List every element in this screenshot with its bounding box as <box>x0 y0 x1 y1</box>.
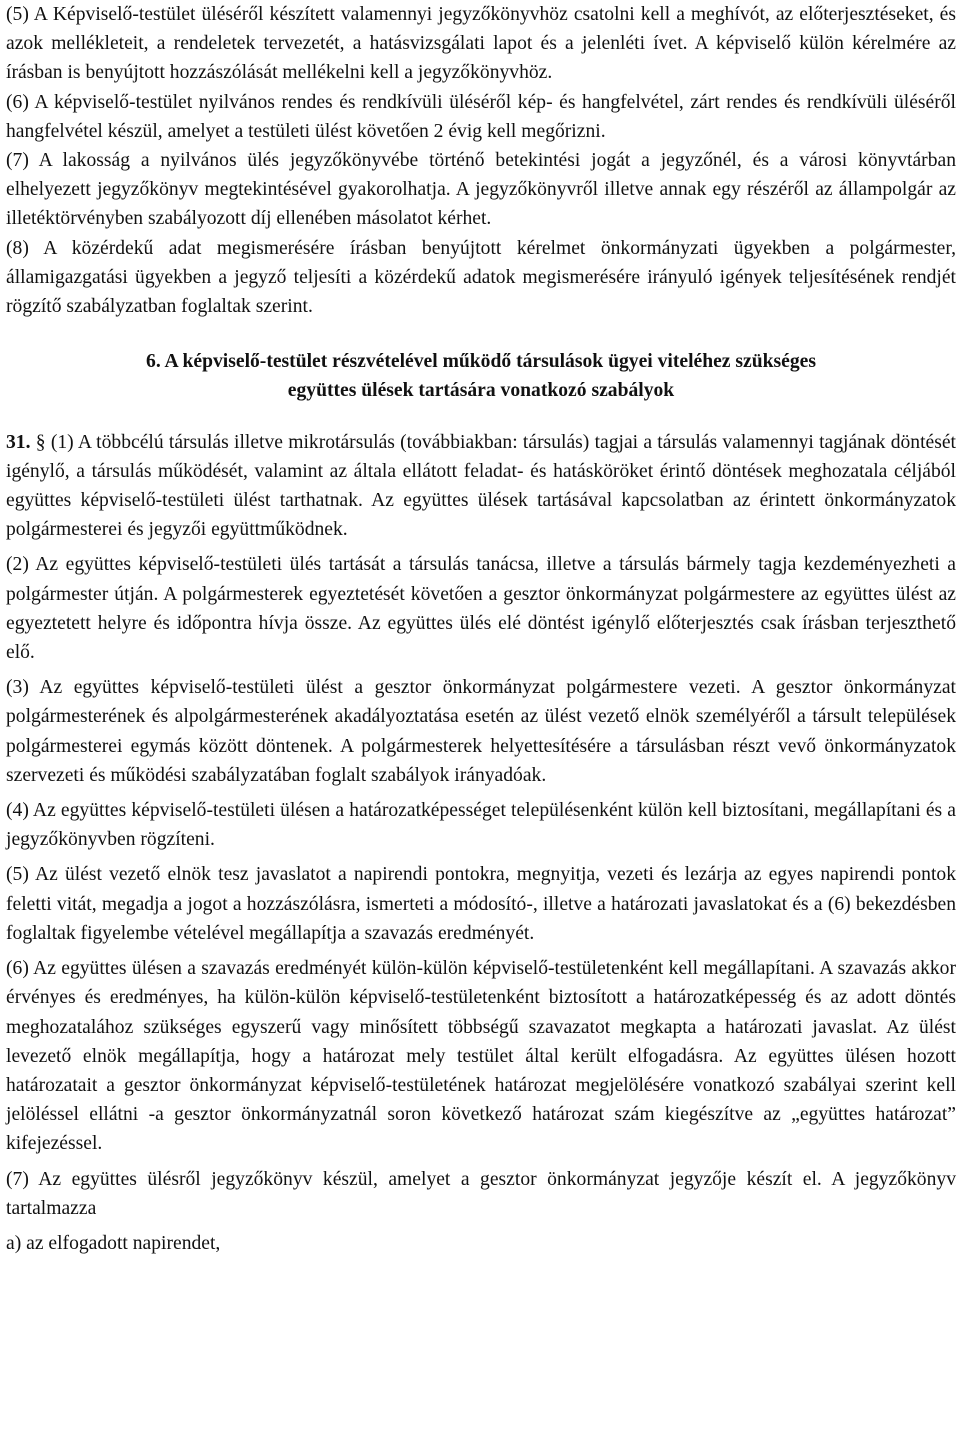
section-31-paragraph-7: (7) Az együttes ülésről jegyzőkönyv készül, amelyet a gesztor önkormányzat jegyzője készít el. A jegyzőkönyv tartalmazza <box>6 1168 956 1219</box>
section-31-paragraph-3: (3) Az együttes képviselő-testületi ülést a gesztor önkormányzat polgármestere vezeti. A gesztor önkormányzat polgármesterének és alpolgármesterének akadályoztatása esetén az ülést vezető elnök személyéről a társult települések polgármesterei egymás között döntenek. A polgármesterek helyettesítésére a társulásban részt vevő önkormányzatok szervezeti és működési szabályzatában foglalt szabályok irányadóak. <box>6 677 956 786</box>
section-number: 31. <box>6 431 31 453</box>
section-31-paragraph-1 <box>6 428 956 545</box>
paragraph-7: (7) A lakosság a nyilvános ülés jegyzőkönyvébe történő betekintési jogát a jegyzőnél, és a városi könyvtárban elhelyezett jegyzőkönyv megtekintésével gyakorolhatja. A jegyzőkönyvről illetve annak egy részéről az állampolgár az illetéktörvényben szabályozott díj ellenében másolatot kérhet. <box>6 150 956 230</box>
paragraph-6: (6) A képviselő-testület nyilvános rendes és rendkívüli üléséről kép- és hangfelvétel, zárt rendes és rendkívüli üléséről hangfelvétel készül, amelyet a testületi ülést követően 2 évig kell megőrizni. <box>6 91 956 142</box>
section-31-paragraph-6: (6) Az együttes ülésen a szavazás eredményét külön-külön képviselő-testületenként kell megállapítani. A szavazás akkor érvényes és eredményes, ha külön-külön képviselő-testületenként biztosított a határozatképesség és az adott döntés meghozatalához szükséges egyszerű vagy minősített többségű szavazatot megkapta a határozati javaslat. Az ülést levezető elnök megállapítja, hogy a határozat mely testület által került elfogadásra. Az együttes ülésen hozott határozatait a gesztor önkormányzat képviselő-testületének határozat megjelölésére vonatkozó szabályai szerint kell jelöléssel ellátni -a gesztor önkormányzatnál soron következő határozat szám kiegészítve az „együttes határozat” kifejezéssel. <box>6 958 956 1155</box>
section-31-paragraph-4: (4) Az együttes képviselő-testületi ülésen a határozatképességet településenként külön kell biztosítani, megállapítani és a jegyzőkönyvben rögzíteni. <box>6 800 956 851</box>
section-31-paragraph-5: (5) Az ülést vezető elnök tesz javaslatot a napirendi pontokra, megnyitja, vezeti és lezárja az egyes napirendi pontok feletti vitát, megadja a jogot a hozzászólásra, ismerteti a módosító-, illetve a határozati javaslatokat és a (6) bekezdésben foglaltak figyelembe vételével megállapítja a szavazás eredményét. <box>6 864 956 944</box>
section-heading <box>6 347 956 405</box>
document-page <box>6 0 956 1258</box>
section-heading-line-2: együttes ülések tartására vonatkozó szabályok <box>287 380 675 402</box>
paragraph-5: (5) A Képviselő-testület üléséről készített valamennyi jegyzőkönyvhöz csatolni kell a meghívót, az előterjesztéseket, és azok mellékleteit, a rendeletek tervezetét, a hatásvizsgálati lapot és a jelenléti ívet. A képviselő külön kérelmére az írásban is benyújtott hozzászólását mellékelni kell a jegyzőkönyvhöz. <box>6 4 956 84</box>
section-31-paragraph-1-text: § (1) A többcélú társulás illetve mikrotársulás (továbbiakban: társulás) tagjai a társulás valamennyi tagjának döntését igénylő, a társulás működését, valamint az általa ellátott feladat- és hatásköröket érintő döntések meghozatala céljából együttes képviselő-testületi ülést tarthatnak. Az együttes ülések tartásával kapcsolatban az érintett önkormányzatok polgármesterei és jegyzői együttműködnek. <box>6 431 956 541</box>
paragraph-8: (8) A közérdekű adat megismerésére írásban benyújtott kérelmet önkormányzati ügyekben a polgármester, államigazgatási ügyekben a jegyző teljesíti a közérdekű adatok megismerésére irányuló igények teljesítésének rendjét rögzítő szabályzatban foglaltak szerint. <box>6 237 956 318</box>
section-31-paragraph-2: (2) Az együttes képviselő-testületi ülés tartását a társulás tanácsa, illetve a társulás bármely tagja kezdeményezheti a polgármester útján. A polgármesterek egyeztetését követően a gesztor önkormányzat polgármestere az együttes ülést az egyeztetett helyre és időpontra hívja össze. Az együttes ülés elé döntést igénylő előterjesztés csak írásban terjeszthető elő. <box>6 554 956 664</box>
section-31-list-item-a: a) az elfogadott napirendet, <box>6 1232 221 1254</box>
section-heading-line-1: 6. A képviselő-testület részvételével működő társulások ügyei viteléhez szükséges <box>146 351 816 373</box>
